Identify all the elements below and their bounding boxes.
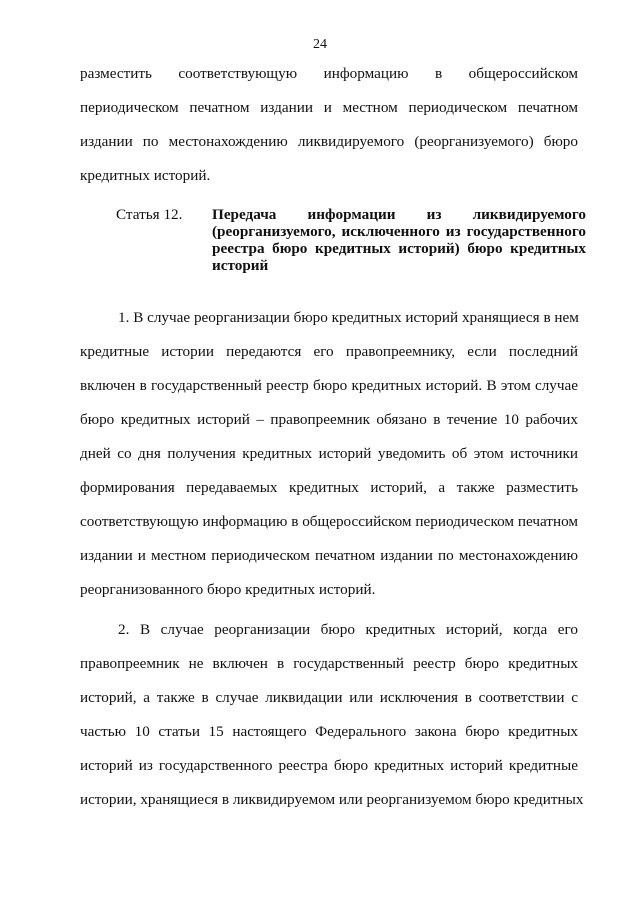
text-line: кредитные истории передаются его правопреемнику, если последний xyxy=(80,343,578,360)
text-line: частью 10 статьи 15 настоящего Федерального закона бюро кредитных xyxy=(80,723,578,740)
article-title-line: реестра бюро кредитных историй) бюро кредитных xyxy=(212,240,586,257)
text-line: издании и местном периодическом печатном издании по местонахождению xyxy=(80,547,578,564)
text-line: историй, а также в случае ликвидации или исключения в соответствии с xyxy=(80,689,578,706)
text-line: правопреемник не включен в государственный реестр бюро кредитных xyxy=(80,655,578,672)
article-title-line: историй xyxy=(212,257,269,274)
continuation-paragraph xyxy=(80,64,578,200)
text-line: соответствующую информацию в общероссийском периодическом печатном xyxy=(80,513,578,530)
article-title-line: (реорганизуемого, исключенного из государственного xyxy=(212,223,586,240)
text-line: бюро кредитных историй – правопреемник обязано в течение 10 рабочих xyxy=(80,411,578,428)
paragraph-2 xyxy=(80,620,584,824)
text-line: формирования передаваемых кредитных историй, а также разместить xyxy=(80,479,578,496)
paragraph-1 xyxy=(80,308,578,614)
text-line: включен в государственный реестр бюро кредитных историй. В этом случае xyxy=(80,377,578,394)
article-title xyxy=(212,206,586,274)
text-line: реорганизованного бюро кредитных историй. xyxy=(80,581,376,598)
text-line: кредитных историй. xyxy=(80,167,211,184)
text-line: истории, хранящиеся в ликвидируемом или реорганизуемом бюро кредитных xyxy=(80,791,584,808)
page-number: 24 xyxy=(313,37,327,52)
text-line: дней со дня получения кредитных историй уведомить об этом источники xyxy=(80,445,578,462)
text-line: разместить соответствующую информацию в общероссийском xyxy=(80,65,578,82)
text-line: 2. В случае реорганизации бюро кредитных историй, когда его xyxy=(118,621,578,638)
article-title-line: Передача информации из ликвидируемого xyxy=(212,206,586,223)
text-line: периодическом печатном издании и местном периодическом печатном xyxy=(80,99,578,116)
text-line: издании по местонахождению ликвидируемого (реорганизуемого) бюро xyxy=(80,133,578,150)
text-line: 1. В случае реорганизации бюро кредитных историй хранящиеся в нем xyxy=(118,309,579,326)
article-label: Статья 12. xyxy=(116,206,183,223)
text-line: историй из государственного реестра бюро кредитных историй кредитные xyxy=(80,757,578,774)
